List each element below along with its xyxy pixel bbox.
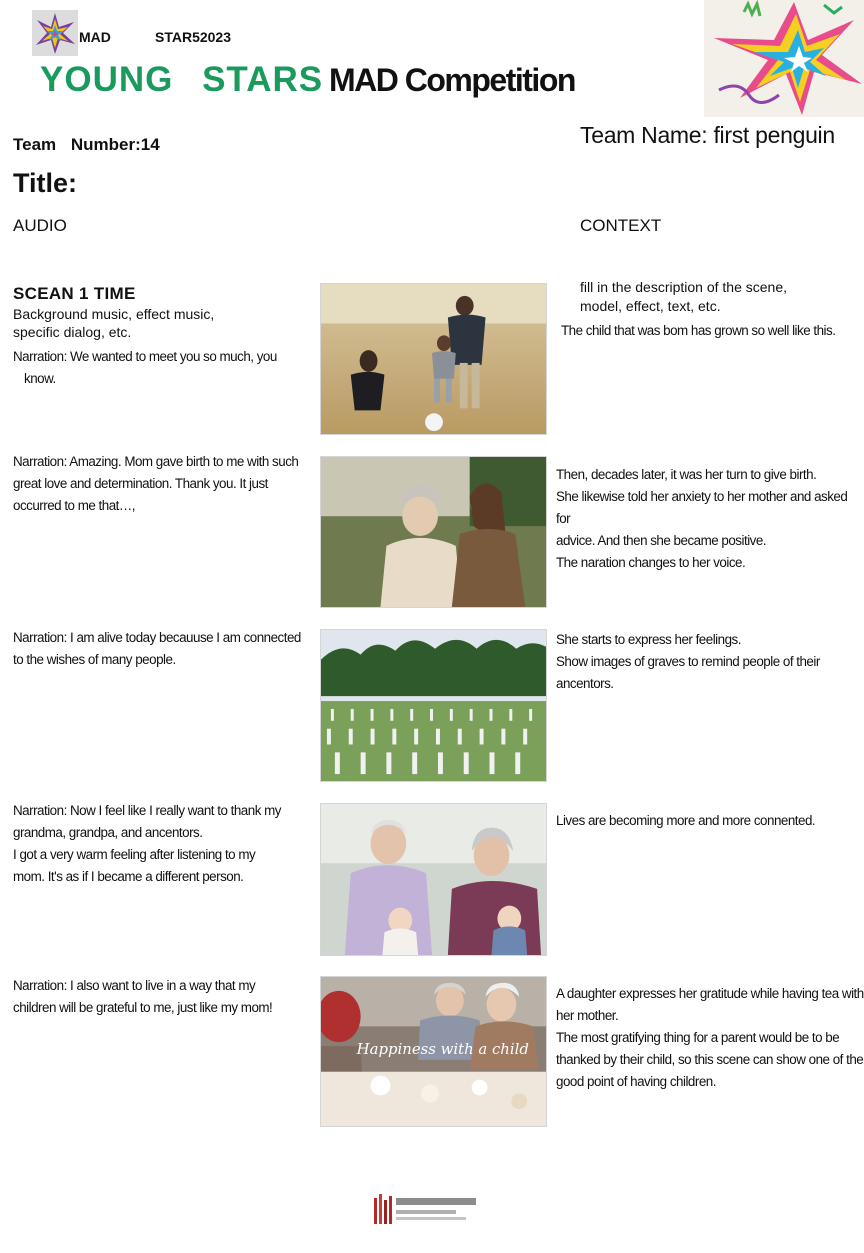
audio-line: occurred to me that…, <box>13 498 135 513</box>
context-line: The naration changes to her voice. <box>556 555 746 570</box>
audio-cell <box>13 800 281 888</box>
context-cell <box>556 983 864 1093</box>
audio-cell <box>13 627 301 671</box>
context-line: The child that was bom has grown so well like this. <box>561 323 836 338</box>
competition-code: STAR52023 <box>155 29 232 45</box>
mother-daughter-photo <box>320 456 547 608</box>
context-line: advice. And then she became positive. <box>556 533 767 548</box>
scene-note-line: Background music, effect music, <box>13 306 215 322</box>
audio-line: great love and determination. Thank you. It just <box>13 476 268 491</box>
context-line: Lives are becoming more and more connented. <box>556 813 816 828</box>
context-line: Then, decades later, it was her turn to give birth. <box>556 467 817 482</box>
context-cell <box>556 464 864 574</box>
audio-column-header: AUDIO <box>13 216 67 235</box>
context-cell <box>556 629 820 695</box>
context-line: The most gratifying thing for a parent would be to be <box>556 1030 840 1045</box>
audio-cell <box>13 346 277 390</box>
context-line: her mother. <box>556 1008 619 1023</box>
family-walking-photo <box>320 283 547 435</box>
context-line: Show images of graves to remind people of their <box>556 654 820 669</box>
context-hint-line: fill in the description of the scene, <box>580 279 788 295</box>
audio-cell <box>13 451 298 517</box>
team-number: Team Number:14 <box>13 135 160 154</box>
audio-cell <box>13 975 272 1019</box>
cemetery-photo <box>320 629 547 782</box>
scene-heading: SCEAN 1 TIME <box>13 284 136 303</box>
mad-competition-title: MAD Competition <box>329 62 575 98</box>
audio-line: grandma, grandpa, and ancentors. <box>13 825 203 840</box>
context-cell <box>556 810 815 832</box>
audio-line: I got a very warm feeling after listening to my <box>13 847 256 862</box>
tea-party-photo <box>320 976 547 1127</box>
context-line: ancentors. <box>556 676 614 691</box>
audio-line: to the wishes of many people. <box>13 652 176 667</box>
audio-line: Narration: I am alive today becauuse I am connected <box>13 630 301 645</box>
brand-label: MAD <box>79 29 111 45</box>
scene-note-line: specific dialog, etc. <box>13 324 132 340</box>
organization-logo <box>372 1190 484 1228</box>
grandparents-photo <box>320 803 547 956</box>
context-line: thanked by their child, so this scene can show one of the <box>556 1052 864 1067</box>
scene-note <box>13 305 214 341</box>
context-line: good point of having children. <box>556 1074 716 1089</box>
context-line: She starts to express her feelings. <box>556 632 741 647</box>
star-logo-small <box>32 10 78 56</box>
context-line: She likewise told her anxiety to her mother and asked for <box>556 489 848 526</box>
context-hint-line: model, effect, text, etc. <box>580 298 721 314</box>
audio-line: Narration: We wanted to meet you so much, you <box>13 349 277 364</box>
context-cell <box>561 320 835 342</box>
audio-line: mom. It's as if I became a different person. <box>13 869 244 884</box>
context-line: A daughter expresses her gratitude while having tea with <box>556 986 864 1001</box>
context-column-header: CONTEXT <box>580 216 662 235</box>
audio-line: Narration: Now I feel like I really want to thank my <box>13 803 281 818</box>
photo-caption-text: Happiness with a child <box>356 1040 529 1058</box>
audio-line: children will be grateful to me, just like my mom! <box>13 1000 273 1015</box>
young-stars-title: YOUNG STARS <box>40 60 324 99</box>
audio-line: Narration: Amazing. Mom gave birth to me with such <box>13 454 299 469</box>
audio-line: know. <box>24 371 56 386</box>
context-hint <box>580 278 787 316</box>
team-name: Team Name: first penguin <box>580 122 835 148</box>
document-title: Title: <box>13 168 78 198</box>
star-logo-large <box>704 0 864 117</box>
audio-line: Narration: I also want to live in a way that my <box>13 978 256 993</box>
